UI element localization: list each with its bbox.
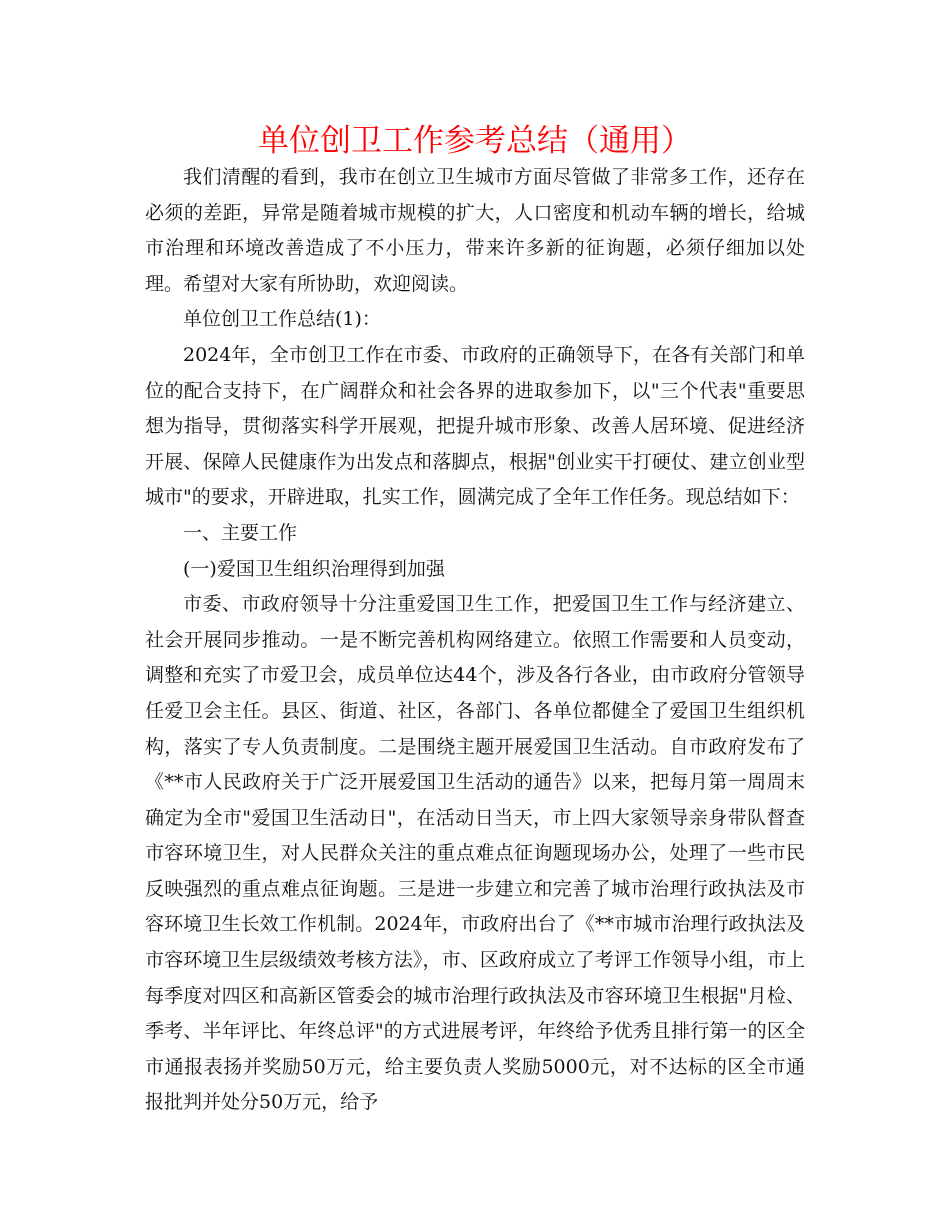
overview-paragraph: 2024年，全市创卫工作在市委、市政府的正确领导下，在各有关部门和单位的配合支持下，在广阔群众和社会各界的进取参加下，以"三个代表"重要思想为指导，贯彻落实科学开展观，把提升城市形象、改善人居环境、促进经济开展、保障人民健康作为出发点和落脚点，根据"创业实干打硬仗、建立创业型城市"的要求，开辟进取，扎实工作，圆满完成了全年工作任务。现总结如下： xyxy=(145,343,805,509)
intro-paragraph: 我们清醒的看到，我市在创立卫生城市方面尽管做了非常多工作，还存在必须的差距，异常是随着城市规模的扩大，人口密度和机动车辆的增长，给城市治理和环境改善造成了不小压力，带来许多新的征询题，必须仔细加以处理。希望对大家有所协助，欢迎阅读。 xyxy=(145,166,805,295)
subsection-heading-1: (一)爱国卫生组织治理得到加强 xyxy=(183,557,445,580)
section-heading-main-work: 一、主要工作 xyxy=(183,521,298,544)
document-body xyxy=(145,160,805,1121)
document-title: 单位创卫工作参考总结（通用） xyxy=(258,123,692,159)
section-heading-summary-1: 单位创卫工作总结(1)： xyxy=(183,308,381,331)
detail-paragraph: 市委、市政府领导十分注重爱国卫生工作，把爱国卫生工作与经济建立、社会开展同步推动。一是不断完善机构网络建立。依照工作需要和人员变动，调整和充实了市爱卫会，成员单位达44个，涉及各行各业，由市政府分管领导任爱卫会主任。县区、街道、社区，各部门、各单位都健全了爱国卫生组织机构，落实了专人负责制度。二是围绕主题开展爱国卫生活动。自市政府发布了《**市人民政府关于广泛开展爱国卫生活动的通告》以来，把每月第一周周末确定为全市"爱国卫生活动日"，在活动日当天，市上四大家领导亲身带队督查市容环境卫生，对人民群众关注的重点难点征询题现场办公，处理了一些市民反映强烈的重点难点征询题。三是进一步建立和完善了城市治理行政执法及市容环境卫生长效工作机制。2024年，市政府出台了《**市城市治理行政执法及市容环境卫生层级绩效考核方法》，市、区政府成立了考评工作领导小组，市上每季度对四区和高新区管委会的城市治理行政执法及市容环境卫生根据"月检、季考、半年评比、年终总评"的方式进展考评，年终给予优秀且排行第一的区全市通报表扬并奖励50万元，给主要负责人奖励5000元，对不达标的区全市通报批判并处分50万元，给予 xyxy=(145,593,805,1114)
